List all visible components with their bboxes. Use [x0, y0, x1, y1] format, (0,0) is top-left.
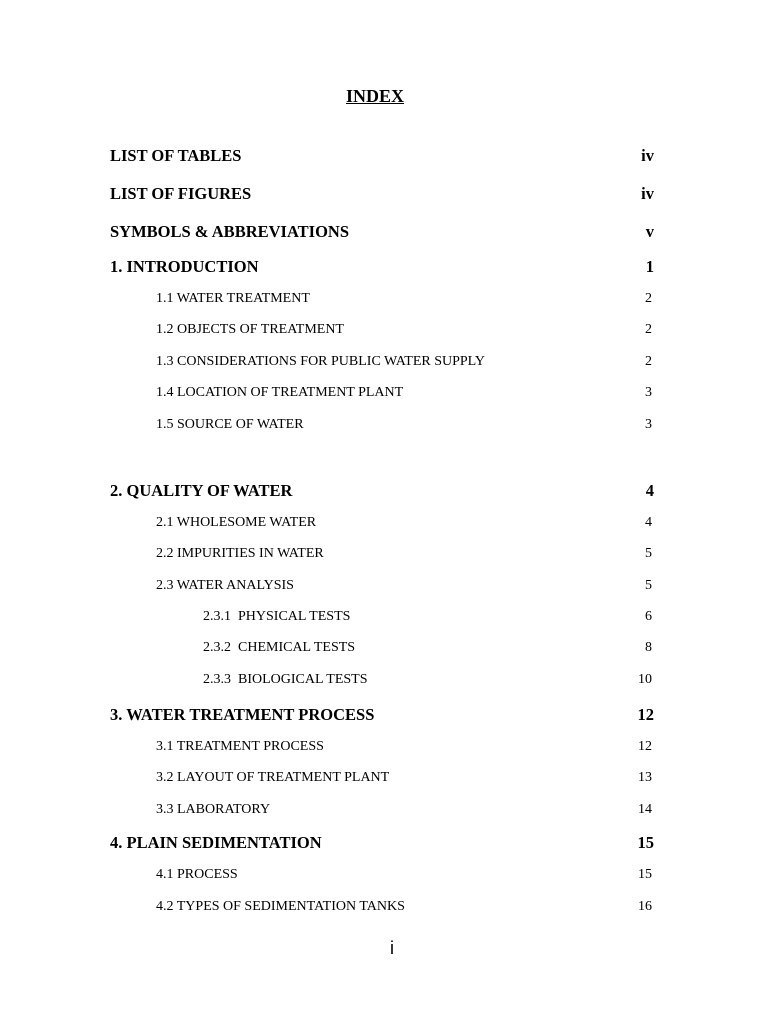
- toc-subsection-label: PHYSICAL TESTS: [238, 609, 351, 624]
- toc-section[interactable]: [0, 770, 768, 792]
- toc-section-page: 4: [645, 515, 652, 530]
- toc-section-label: 1.5 SOURCE OF WATER: [156, 417, 304, 432]
- toc-section-label: 3.3 LABORATORY: [156, 802, 271, 817]
- toc-subsection[interactable]: [0, 672, 768, 694]
- toc-entry-label: LIST OF TABLES: [110, 146, 242, 165]
- toc-entry-page: v: [645, 222, 654, 241]
- toc-section[interactable]: [0, 322, 768, 344]
- toc-section[interactable]: [0, 899, 768, 921]
- toc-section-label: 4.2 TYPES OF SEDIMENTATION TANKS: [156, 899, 405, 914]
- toc-section[interactable]: [0, 802, 768, 824]
- page-title: INDEX: [345, 86, 404, 106]
- toc-section[interactable]: [0, 739, 768, 761]
- toc-subsection[interactable]: [0, 609, 768, 631]
- toc-chapter-page: 4: [645, 481, 654, 500]
- toc-section-label: 3.2 LAYOUT OF TREATMENT PLANT: [156, 770, 390, 785]
- toc-section[interactable]: [0, 515, 768, 537]
- toc-section[interactable]: [0, 578, 768, 600]
- toc-subsection-page: 8: [645, 640, 652, 655]
- toc-section-page: 16: [638, 899, 652, 914]
- toc-section-label: 1.3 CONSIDERATIONS FOR PUBLIC WATER SUPPLY: [156, 354, 485, 369]
- toc-section[interactable]: [0, 546, 768, 568]
- toc-subsection-label: BIOLOGICAL TESTS: [238, 672, 368, 687]
- toc-chapter-page: 12: [637, 705, 654, 724]
- toc-section-page: 5: [645, 546, 652, 561]
- toc-chapter-3[interactable]: [0, 705, 768, 727]
- toc-entry-list-of-figures[interactable]: [0, 184, 768, 206]
- toc-section[interactable]: [0, 417, 768, 439]
- toc-entry-page: iv: [641, 184, 654, 203]
- toc-chapter-page: 15: [637, 833, 654, 852]
- toc-section[interactable]: [0, 385, 768, 407]
- toc-section[interactable]: [0, 354, 768, 376]
- toc-section-page: 3: [645, 417, 652, 432]
- toc-section-page: 14: [638, 802, 652, 817]
- toc-section[interactable]: [0, 291, 768, 313]
- toc-chapter-page: 1: [645, 257, 654, 276]
- toc-subsection-number: 2.3.2: [203, 640, 231, 655]
- toc-subsection[interactable]: [0, 640, 768, 662]
- toc-entry-page: iv: [641, 146, 654, 165]
- page-number: i: [390, 938, 394, 958]
- toc-subsection-number: 2.3.3: [203, 672, 231, 687]
- toc-subsection-page: 10: [638, 672, 652, 687]
- toc-chapter-1[interactable]: [0, 257, 768, 279]
- toc-section-page: 2: [645, 322, 652, 337]
- toc-entry-label: LIST OF FIGURES: [110, 184, 252, 203]
- toc-section-label: 1.2 OBJECTS OF TREATMENT: [156, 322, 344, 337]
- toc-section-label: 1.1 WATER TREATMENT: [156, 291, 310, 306]
- toc-section-label: 4.1 PROCESS: [156, 867, 238, 882]
- toc-chapter-label: 3. WATER TREATMENT PROCESS: [110, 705, 375, 724]
- toc-section-page: 5: [645, 578, 652, 593]
- toc-section-page: 13: [638, 770, 652, 785]
- toc-chapter-4[interactable]: [0, 833, 768, 855]
- toc-section-page: 2: [645, 354, 652, 369]
- toc-entry-symbols-abbreviations[interactable]: [0, 222, 768, 244]
- toc-section-page: 3: [645, 385, 652, 400]
- toc-section-page: 15: [638, 867, 652, 882]
- toc-section-page: 12: [638, 739, 652, 754]
- toc-entry-label: SYMBOLS & ABBREVIATIONS: [110, 222, 350, 241]
- toc-entry-list-of-tables[interactable]: [0, 146, 768, 168]
- toc-section[interactable]: [0, 867, 768, 889]
- toc-section-label: 1.4 LOCATION OF TREATMENT PLANT: [156, 385, 404, 400]
- toc-subsection-label: CHEMICAL TESTS: [238, 640, 356, 655]
- toc-chapter-2[interactable]: [0, 481, 768, 503]
- toc-section-label: 2.2 IMPURITIES IN WATER: [156, 546, 324, 561]
- toc-chapter-label: 2. QUALITY OF WATER: [110, 481, 293, 500]
- toc-section-page: 2: [645, 291, 652, 306]
- toc-section-label: 2.3 WATER ANALYSIS: [156, 578, 294, 593]
- toc-subsection-page: 6: [645, 609, 652, 624]
- toc-subsection-number: 2.3.1: [203, 609, 231, 624]
- toc-chapter-label: 1. INTRODUCTION: [110, 257, 259, 276]
- toc-section-label: 3.1 TREATMENT PROCESS: [156, 739, 324, 754]
- toc-section-label: 2.1 WHOLESOME WATER: [156, 515, 317, 530]
- toc-chapter-label: 4. PLAIN SEDIMENTATION: [110, 833, 322, 852]
